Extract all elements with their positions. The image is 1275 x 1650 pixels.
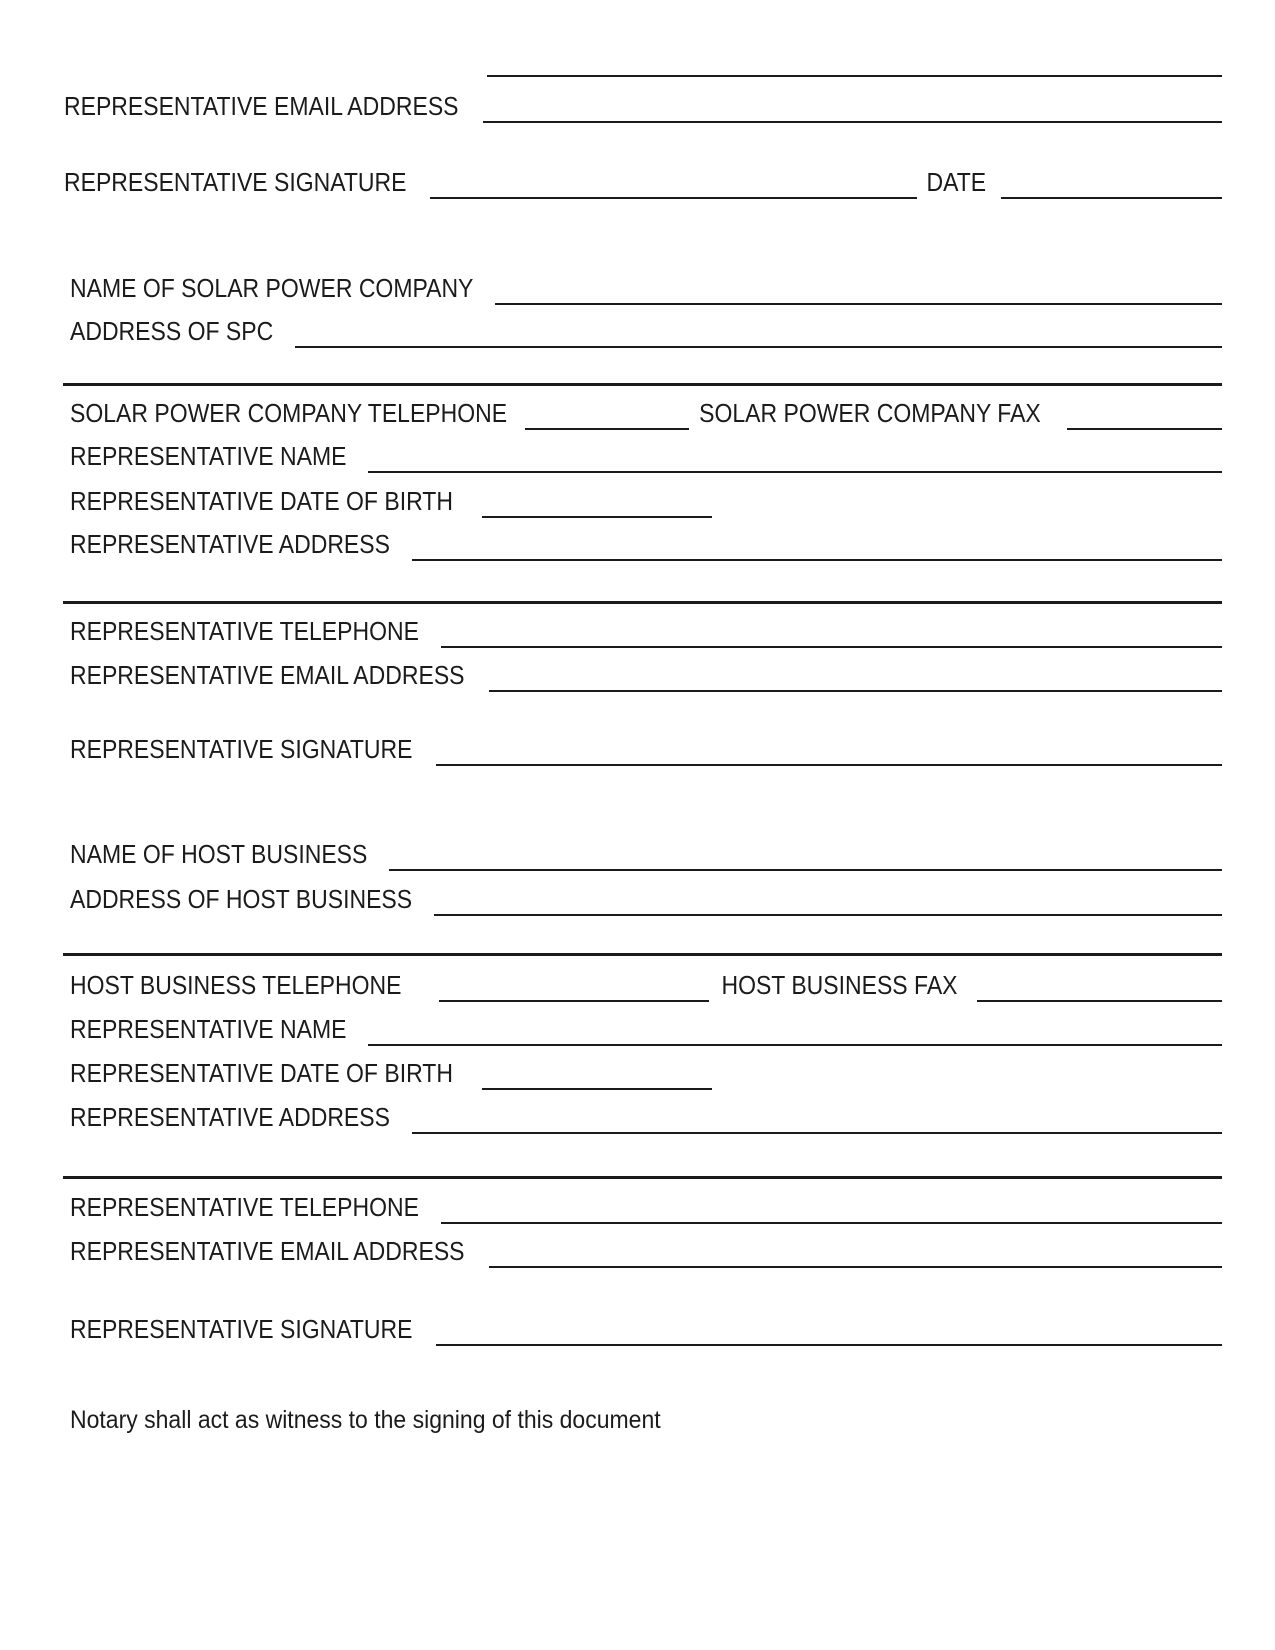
- blank-line-above-email[interactable]: [487, 75, 1222, 77]
- spc-address-label: ADDRESS OF SPC: [70, 316, 274, 346]
- section-divider: [63, 383, 1222, 386]
- spc-rep-name-label: REPRESENTATIVE NAME: [70, 441, 347, 471]
- host-rep-address-input-line[interactable]: [412, 1132, 1222, 1134]
- host-rep-email-input-line[interactable]: [489, 1266, 1222, 1268]
- host-rep-address-label: REPRESENTATIVE ADDRESS: [70, 1102, 390, 1132]
- spc-rep-dob-input-line[interactable]: [482, 516, 712, 518]
- date-input-line[interactable]: [1001, 197, 1222, 199]
- section-divider: [63, 953, 1222, 956]
- host-telephone-input-line[interactable]: [439, 1000, 709, 1002]
- rep-signature-input-line[interactable]: [430, 197, 917, 199]
- spc-telephone-label: SOLAR POWER COMPANY TELEPHONE: [70, 398, 508, 428]
- field-row: [70, 398, 1222, 428]
- spc-rep-name-input-line[interactable]: [368, 471, 1222, 473]
- spc-rep-address-input-line[interactable]: [412, 559, 1222, 561]
- notary-note: [70, 1407, 661, 1433]
- spc-rep-telephone-input-line[interactable]: [441, 646, 1222, 648]
- field-row: [70, 1102, 1222, 1132]
- host-name-input-line[interactable]: [389, 869, 1222, 871]
- host-rep-dob-label: REPRESENTATIVE DATE OF BIRTH: [70, 1058, 453, 1088]
- host-rep-signature-input-line[interactable]: [436, 1344, 1223, 1346]
- host-rep-name-input-line[interactable]: [368, 1044, 1222, 1046]
- host-fax-input-line[interactable]: [977, 1000, 1223, 1002]
- spc-name-input-line[interactable]: [495, 303, 1222, 305]
- spc-address-input-line[interactable]: [295, 346, 1222, 348]
- spc-rep-signature-label: REPRESENTATIVE SIGNATURE: [70, 734, 413, 764]
- field-row: [64, 91, 1222, 121]
- field-row: [70, 441, 1222, 471]
- spc-fax-input-line[interactable]: [1067, 428, 1222, 430]
- notary-note-text: Notary shall act as witness to the signing of this document: [70, 1405, 661, 1434]
- host-rep-name-label: REPRESENTATIVE NAME: [70, 1014, 347, 1044]
- host-telephone-label: HOST BUSINESS TELEPHONE: [70, 970, 402, 1000]
- host-fax-label: HOST BUSINESS FAX: [721, 970, 958, 1000]
- field-row: [70, 616, 1222, 646]
- host-address-input-line[interactable]: [434, 914, 1222, 916]
- host-address-label: ADDRESS OF HOST BUSINESS: [70, 884, 413, 914]
- field-row: [70, 884, 1222, 914]
- spc-rep-address-label: REPRESENTATIVE ADDRESS: [70, 529, 390, 559]
- spc-rep-dob-label: REPRESENTATIVE DATE OF BIRTH: [70, 486, 453, 516]
- spc-telephone-input-line[interactable]: [525, 428, 689, 430]
- host-rep-telephone-input-line[interactable]: [441, 1222, 1222, 1224]
- host-rep-signature-label: REPRESENTATIVE SIGNATURE: [70, 1314, 413, 1344]
- field-row: [70, 839, 1222, 869]
- field-row: [70, 529, 1222, 559]
- section-divider: [63, 601, 1222, 604]
- field-row: [70, 1014, 1222, 1044]
- date-label: DATE: [926, 167, 987, 197]
- field-row: [70, 660, 1222, 690]
- field-row: [70, 734, 1222, 764]
- spc-rep-signature-input-line[interactable]: [436, 764, 1223, 766]
- host-name-label: NAME OF HOST BUSINESS: [70, 839, 368, 869]
- spc-rep-telephone-label: REPRESENTATIVE TELEPHONE: [70, 616, 419, 646]
- section-divider: [63, 1176, 1222, 1179]
- rep-email-address-input-line[interactable]: [483, 121, 1222, 123]
- field-row: [70, 1314, 1222, 1344]
- rep-email-address-label: REPRESENTATIVE EMAIL ADDRESS: [64, 91, 459, 121]
- field-row: [70, 1236, 1222, 1266]
- field-row: [70, 273, 1222, 303]
- host-rep-telephone-label: REPRESENTATIVE TELEPHONE: [70, 1192, 419, 1222]
- field-row: [64, 167, 1222, 197]
- field-row: [70, 1192, 1222, 1222]
- field-row: [70, 1058, 1222, 1088]
- field-row: [70, 970, 1222, 1000]
- spc-fax-label: SOLAR POWER COMPANY FAX: [699, 398, 1041, 428]
- spc-rep-email-label: REPRESENTATIVE EMAIL ADDRESS: [70, 660, 465, 690]
- host-rep-dob-input-line[interactable]: [482, 1088, 712, 1090]
- rep-signature-label: REPRESENTATIVE SIGNATURE: [64, 167, 407, 197]
- host-rep-email-label: REPRESENTATIVE EMAIL ADDRESS: [70, 1236, 465, 1266]
- field-row: [70, 316, 1222, 346]
- spc-name-label: NAME OF SOLAR POWER COMPANY: [70, 273, 474, 303]
- spc-rep-email-input-line[interactable]: [489, 690, 1222, 692]
- field-row: [70, 486, 1222, 516]
